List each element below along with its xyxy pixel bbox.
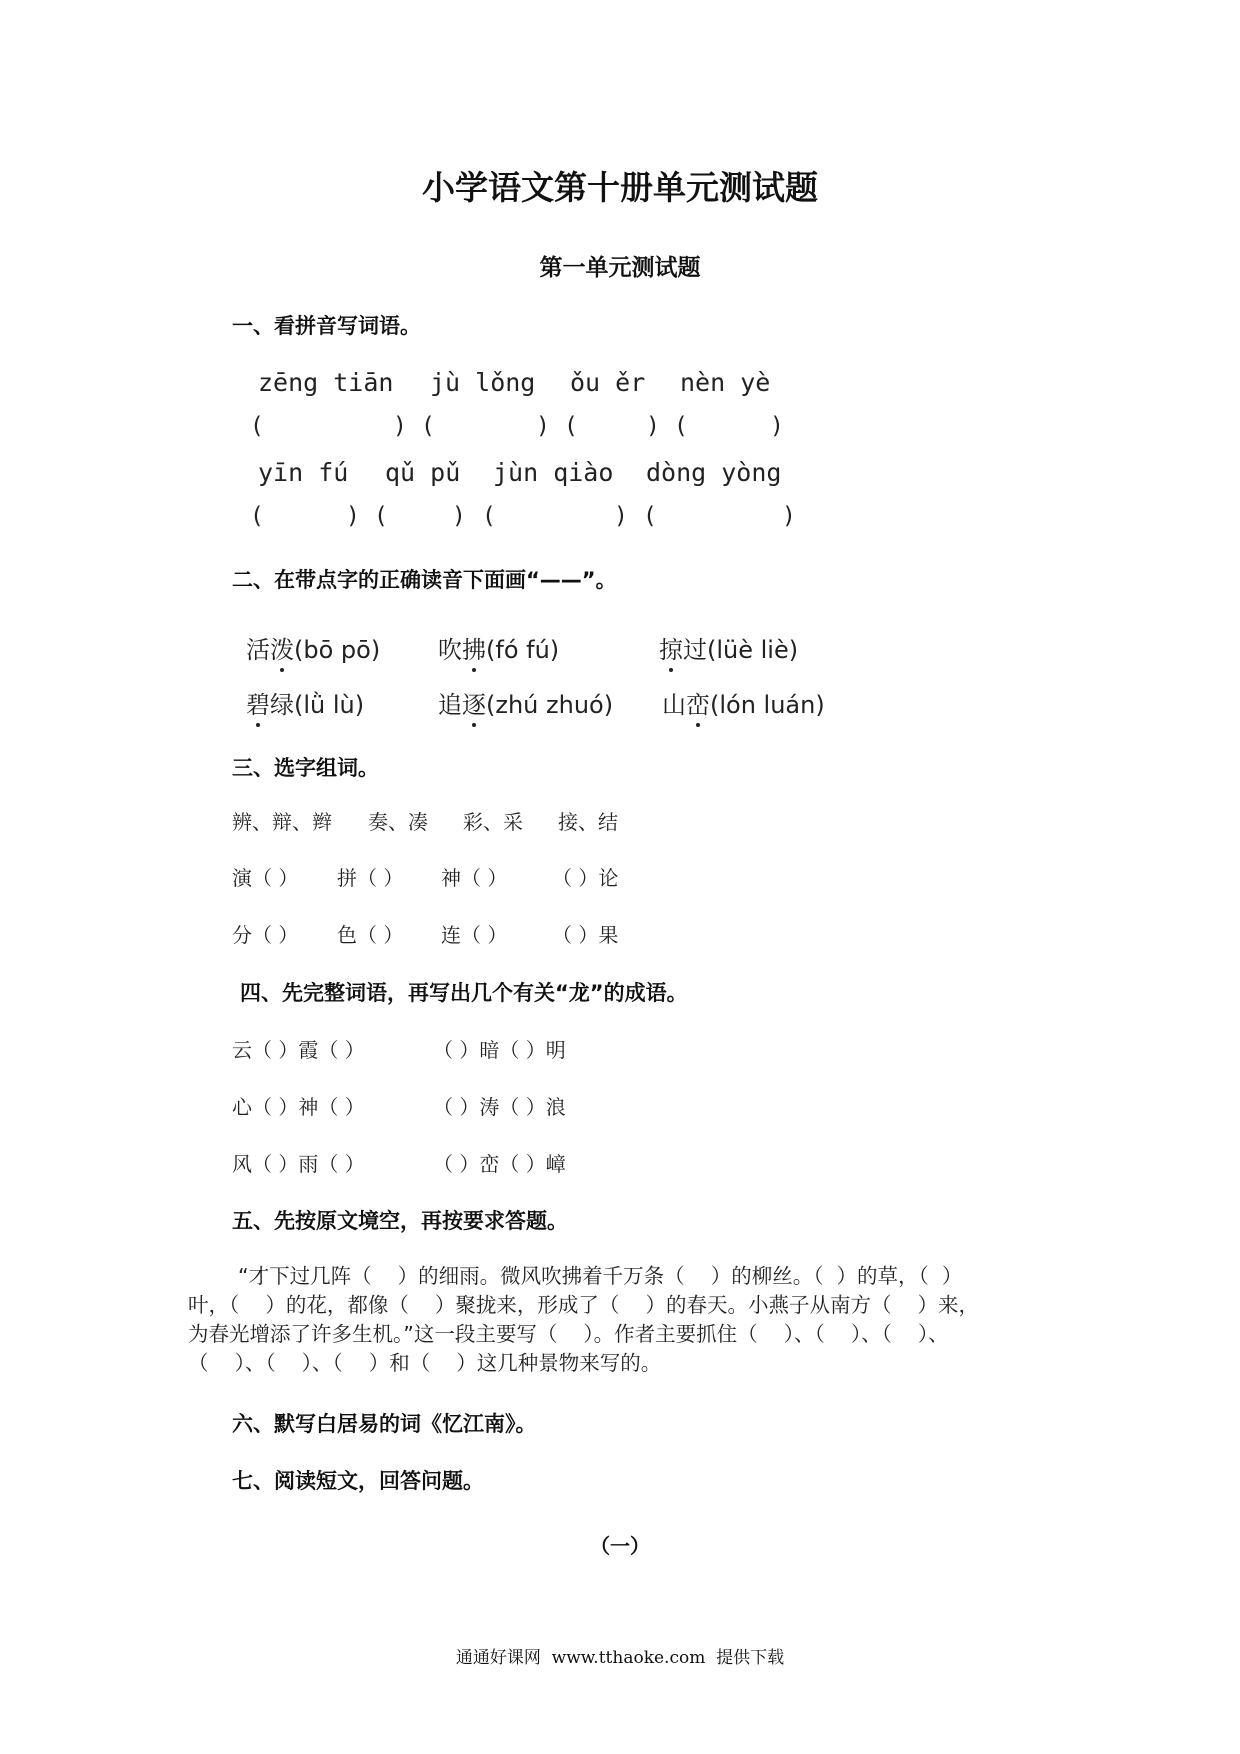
pinyin-item: yīn fú (258, 458, 349, 487)
reading-options: (fó fú) (486, 636, 560, 664)
blank-close: ) (614, 503, 628, 529)
section-1-heading: 一、看拼音写词语。 (232, 314, 421, 338)
pinyin-item: ǒu ěr (570, 368, 646, 397)
dotted-char: 碧 (246, 685, 270, 720)
char: 山 (662, 691, 686, 719)
blank-close: ) (770, 413, 784, 439)
section-4-heading: 四、先完整词语，再写出几个有关“龙”的成语。 (240, 981, 688, 1005)
section-7-heading: 七、阅读短文，回答问题。 (232, 1469, 484, 1493)
fill-item: 心（ ）神（ ） (232, 1095, 365, 1119)
reading-options: (lüè liè) (707, 636, 799, 664)
reading-item (662, 685, 825, 720)
blank-open: ( (421, 413, 435, 439)
fill-item: 演（ ） (232, 866, 299, 890)
blank-close: ) (346, 503, 360, 529)
char-group: 辨、辩、辫 (232, 810, 332, 834)
page-title: 小学语文第十册单元测试题 (422, 168, 818, 207)
pinyin-item: zēng tiān (258, 368, 394, 397)
blank-close: ) (536, 413, 550, 439)
blank-open: ( (250, 413, 264, 439)
blank-open: ( (482, 503, 496, 529)
section-2-heading: 二、在带点字的正确读音下面画“——”。 (232, 568, 617, 592)
blank-open: ( (564, 413, 578, 439)
char: 追 (438, 691, 462, 719)
char: 活 (246, 636, 270, 664)
char: 吹 (438, 636, 462, 664)
fill-item: （ ）峦（ ）嶂 (433, 1152, 566, 1176)
reading-item (659, 630, 798, 665)
dotted-char: 峦 (686, 685, 710, 720)
fill-item: 拼（ ） (337, 866, 404, 890)
pinyin-item: nèn yè (680, 368, 771, 397)
passage-part-label: （一） (590, 1534, 650, 1558)
fill-item: （ ）论 (552, 866, 619, 890)
passage-line: “才下过几阵（ ）的细雨。微风吹拂着千万条（ ）的柳丝。（ ）的草，（ ） (238, 1264, 963, 1288)
blank-open: ( (250, 503, 264, 529)
section-3-heading: 三、选字组词。 (232, 756, 379, 780)
char: 过 (683, 636, 707, 664)
dotted-char: 泼 (270, 630, 294, 665)
section-6-heading: 六、默写白居易的词《忆江南》。 (232, 1412, 537, 1436)
fill-item: 云（ ）霞（ ） (232, 1038, 365, 1062)
reading-item (438, 685, 613, 720)
fill-item: （ ）暗（ ）明 (433, 1038, 566, 1062)
fill-item: 风（ ）雨（ ） (232, 1152, 365, 1176)
fill-item: 连（ ） (441, 923, 508, 947)
unit-subtitle: 第一单元测试题 (539, 254, 701, 281)
reading-options: (zhú zhuó) (486, 691, 614, 719)
reading-item (246, 630, 380, 665)
blank-open: ( (374, 503, 388, 529)
fill-item: 神（ ） (441, 866, 508, 890)
reading-options: (bō pō) (294, 636, 381, 664)
blank-open: ( (674, 413, 688, 439)
passage-line: （ ）、（ ）、（ ）和（ ）这几种景物来写的。 (188, 1351, 662, 1375)
page-footer: 通通好课网 www.tthaoke.com 提供下载 (455, 1648, 785, 1668)
passage-line: 叶，（ ）的花，都像（ ）聚拢来，形成了（ ）的春天。小燕子从南方（ ）来， (188, 1293, 980, 1317)
blank-close: ) (393, 413, 407, 439)
blank-close: ) (646, 413, 660, 439)
pinyin-item: jù lǒng (430, 368, 536, 397)
pinyin-item: jùn qiào (493, 458, 614, 487)
fill-item: 分（ ） (232, 923, 299, 947)
section-5-heading: 五、先按原文境空，再按要求答题。 (232, 1209, 568, 1233)
char: 绿 (270, 691, 294, 719)
passage-line: 为春光增添了许多生机。”这一段主要写（ ）。作者主要抓住（ ）、（ ）、（ ）、 (188, 1322, 949, 1346)
char-group: 奏、凑 (368, 810, 428, 834)
char-group: 接、结 (558, 810, 618, 834)
blank-close: ) (452, 503, 466, 529)
reading-options: (lǜ lù) (294, 691, 365, 719)
fill-item: 色（ ） (337, 923, 404, 947)
char-group: 彩、采 (463, 810, 523, 834)
pinyin-item: dòng yòng (646, 458, 782, 487)
blank-close: ) (782, 503, 796, 529)
reading-options: (lón luán) (710, 691, 825, 719)
reading-item (438, 630, 559, 665)
dotted-char: 掠 (659, 630, 683, 665)
blank-open: ( (643, 503, 657, 529)
pinyin-item: qǔ pǔ (385, 458, 461, 487)
dotted-char: 逐 (462, 685, 486, 720)
fill-item: （ ）涛（ ）浪 (433, 1095, 566, 1119)
dotted-char: 拂 (462, 630, 486, 665)
fill-item: （ ）果 (552, 923, 619, 947)
reading-item (246, 685, 364, 720)
